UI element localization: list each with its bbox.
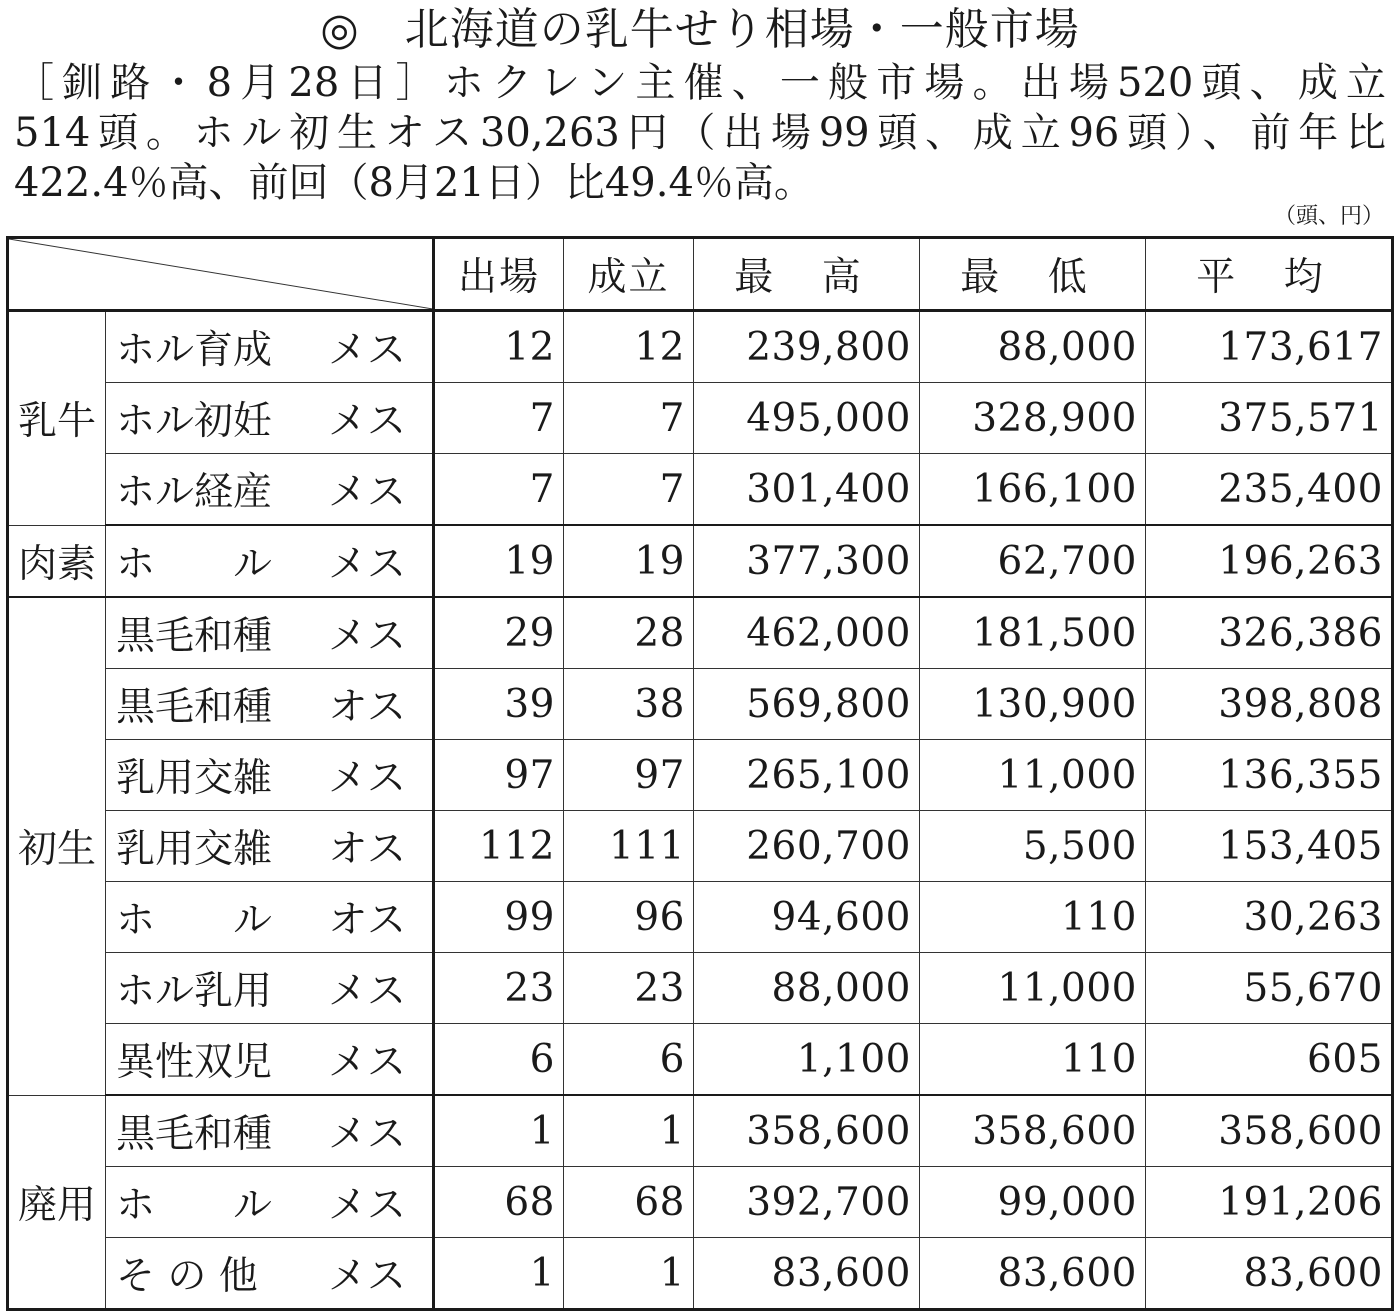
value-cell-min: 88,000 [920, 311, 1146, 383]
item-label [116, 1245, 406, 1301]
item-cell [106, 454, 434, 526]
value-cell-max: 462,000 [694, 597, 920, 669]
table-row [8, 669, 1393, 740]
item-cell [106, 953, 434, 1024]
value-cell-seiritsu: 7 [564, 454, 694, 526]
item-label [116, 605, 406, 661]
item-label [116, 818, 406, 874]
item-label [116, 889, 406, 945]
header-avg: 平 均 [1146, 238, 1393, 311]
item-sex: メス [327, 1040, 406, 1085]
value-cell-min: 166,100 [920, 454, 1146, 526]
item-sex: メス [327, 542, 406, 587]
value-cell-seiritsu: 111 [564, 811, 694, 882]
value-cell-min: 11,000 [920, 740, 1146, 811]
article-body-line-1: ［釧路・8月28日］ホクレン主催、一般市場。出場520頭、成立 [14, 60, 1386, 106]
value-cell-avg: 55,670 [1146, 953, 1393, 1024]
value-cell-avg: 605 [1146, 1024, 1393, 1096]
item-label [116, 960, 406, 1016]
value-cell-max: 94,600 [694, 882, 920, 953]
value-cell-min: 11,000 [920, 953, 1146, 1024]
value-cell-avg: 30,263 [1146, 882, 1393, 953]
item-name: ホ ル [116, 1183, 273, 1228]
value-cell-shutsujo: 6 [434, 1024, 564, 1096]
article-title: ◎ 北海道の乳牛せり相場・一般市場 [320, 4, 1080, 55]
header-corner-cell [8, 238, 434, 311]
value-cell-avg: 398,808 [1146, 669, 1393, 740]
category-cell: 肉素 [8, 525, 106, 597]
table-body [8, 311, 1393, 1310]
item-label [116, 319, 406, 375]
item-cell [106, 1167, 434, 1238]
table-row [8, 311, 1393, 383]
value-cell-shutsujo: 99 [434, 882, 564, 953]
value-cell-seiritsu: 68 [564, 1167, 694, 1238]
item-sex: メス [327, 328, 406, 373]
unit-note: （頭、円） [1273, 204, 1384, 229]
item-name: 黒毛和種 [116, 1112, 273, 1157]
value-cell-seiritsu: 12 [564, 311, 694, 383]
value-cell-max: 358,600 [694, 1095, 920, 1167]
item-name: ホル初妊 [116, 399, 273, 444]
item-sex: メス [327, 756, 406, 801]
value-cell-min: 181,500 [920, 597, 1146, 669]
item-cell [106, 1238, 434, 1310]
item-sex: メス [327, 1254, 406, 1299]
item-name: ホ ル [116, 898, 273, 943]
category-cell: 廃用 [8, 1095, 106, 1310]
value-cell-max: 239,800 [694, 311, 920, 383]
item-label [116, 747, 406, 803]
value-cell-min: 83,600 [920, 1238, 1146, 1310]
item-cell [106, 1024, 434, 1096]
value-cell-min: 99,000 [920, 1167, 1146, 1238]
value-cell-max: 265,100 [694, 740, 920, 811]
value-cell-avg: 83,600 [1146, 1238, 1393, 1310]
item-name: ホル経産 [116, 470, 273, 515]
item-name: 乳用交雑 [116, 756, 273, 801]
category-cell: 初生 [8, 597, 106, 1095]
value-cell-max: 88,000 [694, 953, 920, 1024]
item-name: そ の 他 [116, 1254, 258, 1299]
value-cell-avg: 191,206 [1146, 1167, 1393, 1238]
article-body [14, 58, 1386, 208]
item-sex: オス [328, 898, 406, 943]
value-cell-min: 358,600 [920, 1095, 1146, 1167]
value-cell-seiritsu: 1 [564, 1095, 694, 1167]
item-name: ホ ル [116, 542, 273, 587]
table-row [8, 525, 1393, 597]
table-row [8, 811, 1393, 882]
value-cell-shutsujo: 12 [434, 311, 564, 383]
table-header-row [8, 238, 1393, 311]
category-cell: 乳牛 [8, 311, 106, 526]
value-cell-max: 301,400 [694, 454, 920, 526]
item-sex: メス [327, 614, 406, 659]
value-cell-shutsujo: 7 [434, 454, 564, 526]
item-name: 黒毛和種 [116, 685, 273, 730]
table-row [8, 454, 1393, 526]
item-label [116, 390, 406, 446]
item-label [116, 461, 406, 517]
item-cell [106, 597, 434, 669]
value-cell-shutsujo: 112 [434, 811, 564, 882]
value-cell-min: 130,900 [920, 669, 1146, 740]
value-cell-avg: 326,386 [1146, 597, 1393, 669]
item-name: ホル育成 [116, 328, 273, 373]
item-name: 異性双児 [116, 1040, 273, 1085]
value-cell-shutsujo: 29 [434, 597, 564, 669]
value-cell-shutsujo: 1 [434, 1095, 564, 1167]
table-row [8, 1095, 1393, 1167]
value-cell-seiritsu: 38 [564, 669, 694, 740]
value-cell-avg: 173,617 [1146, 311, 1393, 383]
item-sex: メス [327, 969, 406, 1014]
item-cell [106, 525, 434, 597]
item-label [116, 1031, 406, 1087]
value-cell-seiritsu: 23 [564, 953, 694, 1024]
table-row [8, 740, 1393, 811]
item-name: ホル乳用 [116, 969, 273, 1014]
item-cell [106, 669, 434, 740]
header-shutsujo: 出場 [434, 238, 564, 311]
value-cell-avg: 375,571 [1146, 383, 1393, 454]
item-sex: オス [328, 827, 406, 872]
value-cell-avg: 153,405 [1146, 811, 1393, 882]
article-body-line-3: 422.4％高、前回（8月21日）比49.4％高。 [14, 160, 814, 206]
value-cell-min: 110 [920, 882, 1146, 953]
value-cell-min: 62,700 [920, 525, 1146, 597]
item-label [116, 1103, 406, 1159]
value-cell-min: 110 [920, 1024, 1146, 1096]
item-cell [106, 383, 434, 454]
value-cell-seiritsu: 97 [564, 740, 694, 811]
item-sex: メス [327, 1183, 406, 1228]
table-row [8, 1167, 1393, 1238]
item-label [116, 676, 406, 732]
value-cell-seiritsu: 7 [564, 383, 694, 454]
value-cell-max: 1,100 [694, 1024, 920, 1096]
value-cell-min: 328,900 [920, 383, 1146, 454]
item-cell [106, 740, 434, 811]
corner-diagonal-line [9, 239, 433, 309]
value-cell-max: 495,000 [694, 383, 920, 454]
table-row [8, 1024, 1393, 1096]
value-cell-seiritsu: 96 [564, 882, 694, 953]
value-cell-avg: 235,400 [1146, 454, 1393, 526]
value-cell-seiritsu: 6 [564, 1024, 694, 1096]
value-cell-seiritsu: 19 [564, 525, 694, 597]
item-label [116, 1174, 406, 1230]
item-sex: メス [327, 1112, 406, 1157]
market-table [6, 236, 1394, 1311]
item-cell [106, 1095, 434, 1167]
table-row [8, 597, 1393, 669]
value-cell-shutsujo: 39 [434, 669, 564, 740]
value-cell-max: 569,800 [694, 669, 920, 740]
value-cell-seiritsu: 1 [564, 1238, 694, 1310]
header-min: 最 低 [920, 238, 1146, 311]
header-seiritsu: 成立 [564, 238, 694, 311]
value-cell-avg: 136,355 [1146, 740, 1393, 811]
item-cell [106, 882, 434, 953]
value-cell-avg: 358,600 [1146, 1095, 1393, 1167]
table-row [8, 882, 1393, 953]
item-label [116, 533, 406, 589]
value-cell-shutsujo: 23 [434, 953, 564, 1024]
table-row [8, 1238, 1393, 1310]
value-cell-shutsujo: 1 [434, 1238, 564, 1310]
item-cell [106, 311, 434, 383]
value-cell-shutsujo: 19 [434, 525, 564, 597]
header-max: 最 高 [694, 238, 920, 311]
value-cell-shutsujo: 97 [434, 740, 564, 811]
value-cell-seiritsu: 28 [564, 597, 694, 669]
value-cell-shutsujo: 68 [434, 1167, 564, 1238]
value-cell-max: 83,600 [694, 1238, 920, 1310]
table-row [8, 383, 1393, 454]
item-sex: オス [328, 685, 406, 730]
item-sex: メス [327, 470, 406, 515]
item-name: 黒毛和種 [116, 614, 273, 659]
item-sex: メス [327, 399, 406, 444]
article-body-line-2: 514頭。ホル初生オス30,263円（出場99頭、成立96頭）、前年比 [14, 110, 1386, 156]
value-cell-max: 260,700 [694, 811, 920, 882]
value-cell-max: 377,300 [694, 525, 920, 597]
table-row [8, 953, 1393, 1024]
value-cell-max: 392,700 [694, 1167, 920, 1238]
value-cell-min: 5,500 [920, 811, 1146, 882]
value-cell-shutsujo: 7 [434, 383, 564, 454]
item-name: 乳用交雑 [116, 827, 273, 872]
value-cell-avg: 196,263 [1146, 525, 1393, 597]
item-cell [106, 811, 434, 882]
